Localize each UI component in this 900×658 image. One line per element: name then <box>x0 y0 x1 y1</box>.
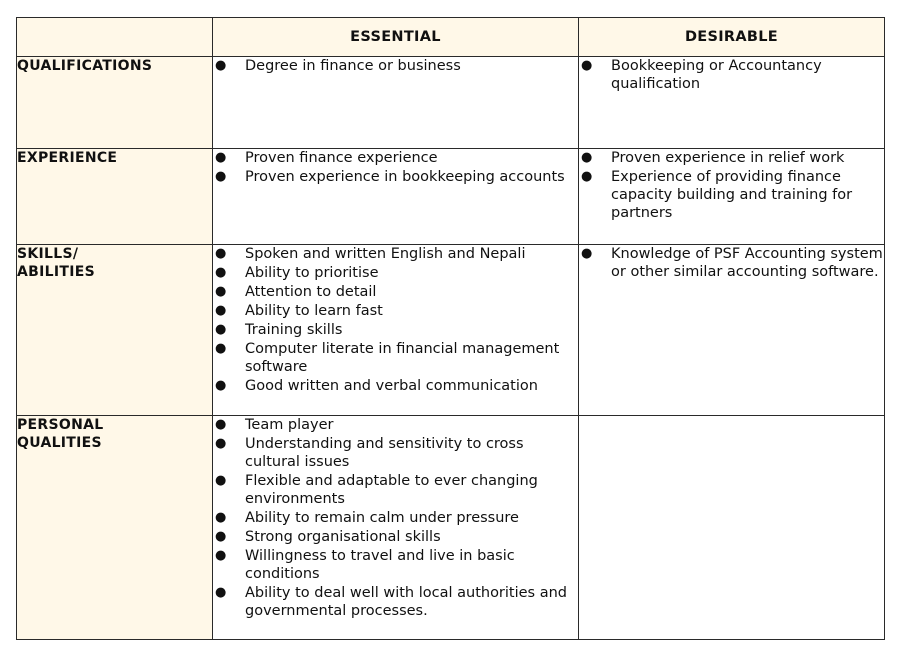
row-label-line: SKILLS/ <box>17 246 79 262</box>
header-blank-cell <box>17 18 213 57</box>
list-item <box>213 149 578 167</box>
list-item <box>213 509 578 527</box>
list-item-text: Flexible and adaptable to ever changing environments <box>245 473 538 507</box>
essential-cell-experience <box>213 149 579 245</box>
essential-cell-qualifications <box>213 57 579 149</box>
list-item-text: Proven experience in bookkeeping accounts <box>245 169 565 185</box>
bullet-list <box>213 245 578 395</box>
list-item-text: Experience of providing finance capacity building and training for partners <box>611 169 853 221</box>
list-item <box>213 168 578 186</box>
bullet-list <box>213 149 578 186</box>
list-item <box>213 340 578 376</box>
list-item <box>213 416 578 434</box>
bullet-icon: ● <box>215 246 227 261</box>
list-item <box>213 435 578 471</box>
list-item-text: Knowledge of PSF Accounting system or other similar accounting software. <box>611 246 883 280</box>
list-item <box>213 264 578 282</box>
list-item <box>213 547 578 583</box>
list-item <box>213 302 578 320</box>
list-item-text: Proven finance experience <box>245 150 438 166</box>
skills-row <box>17 245 885 416</box>
bullet-icon: ● <box>581 169 593 184</box>
list-item <box>213 321 578 339</box>
row-label-line: ABILITIES <box>17 264 95 280</box>
list-item-text: Proven experience in relief work <box>611 150 845 166</box>
bullet-list <box>579 57 884 93</box>
desirable-cell-experience <box>579 149 885 245</box>
essential-cell-skills <box>213 245 579 416</box>
list-item-text: Ability to deal well with local authorities and governmental processes. <box>245 585 568 619</box>
list-item-text: Bookkeeping or Accountancy qualification <box>611 58 822 92</box>
bullet-list <box>579 149 884 222</box>
row-label-qualifications <box>17 57 213 149</box>
bullet-list <box>213 416 578 620</box>
list-item <box>213 528 578 546</box>
list-item <box>213 472 578 508</box>
bullet-icon: ● <box>215 284 227 299</box>
desirable-cell-personal-qualities <box>579 416 885 640</box>
bullet-icon: ● <box>215 473 227 488</box>
list-item <box>579 57 884 93</box>
bullet-icon: ● <box>215 529 227 544</box>
list-item <box>579 168 884 222</box>
bullet-icon: ● <box>215 417 227 432</box>
bullet-icon: ● <box>215 341 227 356</box>
bullet-icon: ● <box>215 58 227 73</box>
essential-cell-personal-qualities <box>213 416 579 640</box>
bullet-icon: ● <box>215 150 227 165</box>
person-specification-table <box>16 17 885 640</box>
list-item-text: Ability to prioritise <box>245 265 379 281</box>
list-item <box>579 245 884 281</box>
bullet-icon: ● <box>581 58 593 73</box>
personal-qualities-row <box>17 416 885 640</box>
list-item-text: Degree in finance or business <box>245 58 461 74</box>
qualifications-row <box>17 57 885 149</box>
row-label-experience <box>17 149 213 245</box>
list-item <box>213 245 578 263</box>
row-label-line: QUALITIES <box>17 435 102 451</box>
bullet-list <box>579 245 884 281</box>
bullet-icon: ● <box>215 322 227 337</box>
list-item-text: Strong organisational skills <box>245 529 441 545</box>
bullet-icon: ● <box>215 548 227 563</box>
row-label-line: QUALIFICATIONS <box>17 58 153 74</box>
bullet-icon: ● <box>581 246 593 261</box>
bullet-icon: ● <box>215 436 227 451</box>
list-item <box>213 283 578 301</box>
desirable-header: DESIRABLE <box>579 18 885 57</box>
header-row <box>17 18 885 57</box>
bullet-list <box>213 57 578 75</box>
list-item-text: Understanding and sensitivity to cross cultural issues <box>245 436 524 470</box>
row-label-line: PERSONAL <box>17 417 104 433</box>
list-item <box>213 57 578 75</box>
list-item-text: Good written and verbal communication <box>245 378 538 394</box>
bullet-icon: ● <box>215 169 227 184</box>
list-item <box>213 584 578 620</box>
list-item-text: Training skills <box>245 322 343 338</box>
bullet-icon: ● <box>215 585 227 600</box>
essential-header: ESSENTIAL <box>213 18 579 57</box>
bullet-icon: ● <box>215 265 227 280</box>
list-item-text: Ability to remain calm under pressure <box>245 510 519 526</box>
row-label-line: EXPERIENCE <box>17 150 118 166</box>
list-item-text: Willingness to travel and live in basic conditions <box>245 548 515 582</box>
list-item-text: Team player <box>245 417 334 433</box>
row-label-personal-qualities <box>17 416 213 640</box>
list-item-text: Ability to learn fast <box>245 303 383 319</box>
bullet-icon: ● <box>215 303 227 318</box>
experience-row <box>17 149 885 245</box>
bullet-icon: ● <box>215 378 227 393</box>
list-item <box>579 149 884 167</box>
desirable-cell-qualifications <box>579 57 885 149</box>
row-label-skills <box>17 245 213 416</box>
list-item-text: Computer literate in financial management software <box>245 341 560 375</box>
bullet-icon: ● <box>581 150 593 165</box>
list-item-text: Spoken and written English and Nepali <box>245 246 526 262</box>
list-item <box>213 377 578 395</box>
bullet-icon: ● <box>215 510 227 525</box>
list-item-text: Attention to detail <box>245 284 377 300</box>
desirable-cell-skills <box>579 245 885 416</box>
